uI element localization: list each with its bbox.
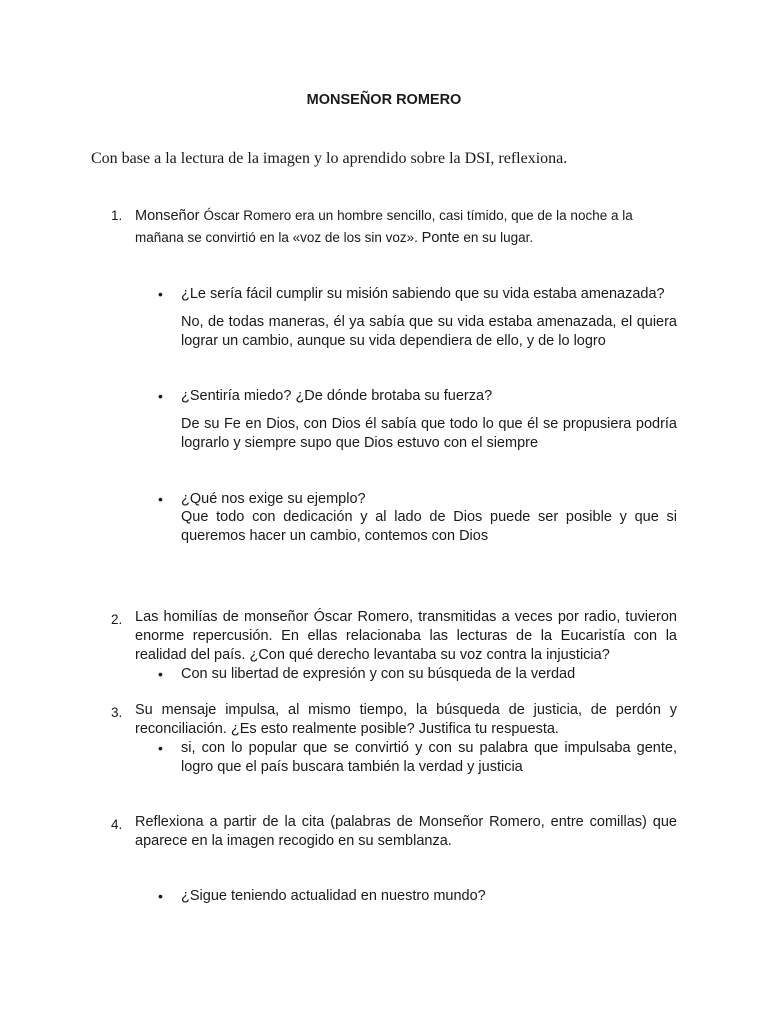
document-title: MONSEÑOR ROMERO: [306, 92, 462, 108]
q4-number: 4.: [111, 817, 123, 832]
q2-number: 2.: [111, 612, 123, 627]
intro-text: Con base a la lectura de la imagen y lo aprendido sobre la DSI, reflexiona.: [91, 150, 568, 167]
bullet-dot: •: [158, 491, 163, 507]
q1-ponte: Ponte: [421, 230, 460, 246]
q3-answer: si, con lo popular que se convirtió y con su palabra que impulsaba gente, logro que el país buscara también la verdad y justicia: [181, 740, 677, 775]
q2-answer: Con su libertad de expresión y con su búsqueda de la verdad: [181, 666, 576, 682]
q1-tail: en su lugar.: [459, 230, 534, 245]
q1-item-2-answer: De su Fe en Dios, con Dios él sabía que todo lo que él se propusiera podría lograrlo y siempre supo que Dios estuvo con el siempre: [181, 416, 677, 451]
q1-item-3-answer: Que todo con dedicación y al lado de Dios puede ser posible y que si queremos hacer un cambio, contemos con Dios: [181, 509, 677, 544]
q4-bullet: ¿Sigue teniendo actualidad en nuestro mundo?: [181, 888, 486, 904]
q1-item-1-answer: No, de todas maneras, él ya sabía que su vida estaba amenazada, el quiera lograr un cambio, aunque su vida dependiera de ello, y de lo logro: [181, 314, 677, 349]
q1-number: 1.: [111, 208, 123, 223]
q1-body: Óscar Romero era un hombre sencillo, casi tímido, que de la noche a la mañana se convirtió en la «voz de los sin voz».: [135, 208, 633, 245]
q4-text: Reflexiona a partir de la cita (palabras de Monseñor Romero, entre comillas) que aparece en la imagen recogido en su semblanza.: [135, 814, 677, 849]
q1-lead: Monseñor: [135, 208, 204, 224]
q1-item-1-question: ¿Le sería fácil cumplir su misión sabiendo que su vida estaba amenazada?: [181, 286, 665, 302]
bullet-dot: •: [158, 740, 163, 756]
bullet-dot: •: [158, 888, 163, 904]
q3-number: 3.: [111, 705, 123, 720]
bullet-dot: •: [158, 388, 163, 404]
q1-item-3-question: ¿Qué nos exige su ejemplo?: [181, 491, 366, 507]
bullet-dot: •: [158, 286, 163, 302]
q3-text: Su mensaje impulsa, al mismo tiempo, la búsqueda de justicia, de perdón y reconciliación. ¿Es esto realmente posible? Justifica tu respuesta.: [135, 702, 677, 737]
q2-text: Las homilías de monseñor Óscar Romero, transmitidas a veces por radio, tuvieron enorme repercusión. En ellas relacionaba las lecturas de la Eucaristía con la realidad del país. ¿Con qué derecho levantaba su voz contra la injusticia?: [135, 609, 677, 663]
q1-item-2-question: ¿Sentiría miedo? ¿De dónde brotaba su fuerza?: [181, 388, 493, 404]
bullet-dot: •: [158, 666, 163, 682]
q1-text: [135, 205, 677, 249]
